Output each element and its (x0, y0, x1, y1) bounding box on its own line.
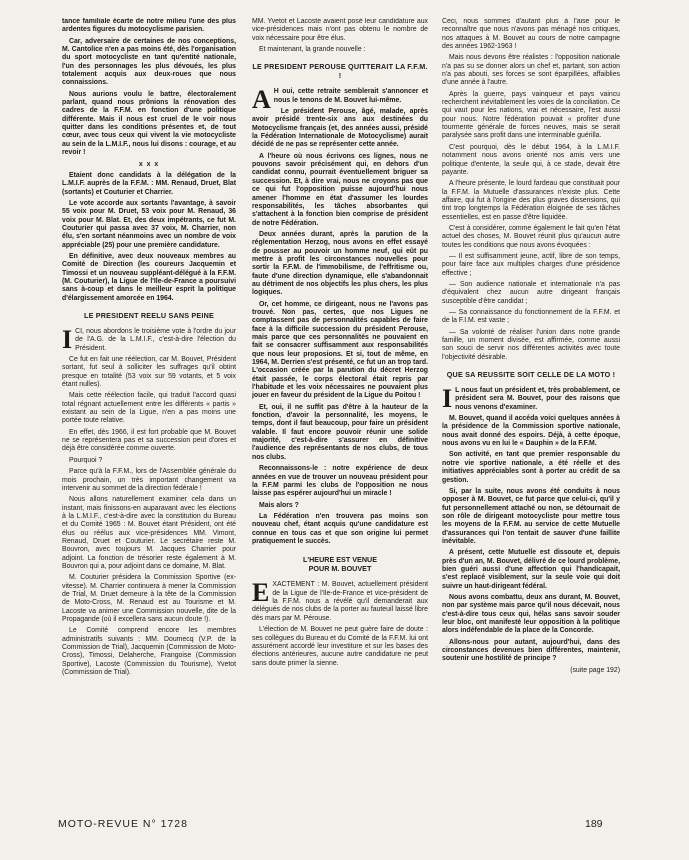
separator: x x x (138, 160, 160, 168)
paragraph: Reconnaissons-le : notre expérience de deux années en vue de trouver un nouveau président pour la F.F.M parmi les clubs de l'opposition ne nous laisse pas espérer aujourd'hui un miracle ! (252, 465, 428, 498)
paragraph: Son activité, en tant que premier responsable du notre vie sportive nationale, a été réelle et des initiatives appréciables sont à porter au crédit de sa gestion. (442, 451, 620, 484)
section-heading-line: L'HEURE EST VENUE (303, 555, 377, 565)
paragraph (252, 578, 428, 623)
paragraph: La Fédération n'en trouvera pas moins son nouveau chef, étant acquis qu'une candidature est connue en tous cas et que son origine lui permet pratiquement le succès. (252, 512, 428, 545)
paragraph: Le président Perouse, âgé, malade, après avoir présidé trente-six ans aux destinées du Motocyclisme français (et, des années aussi, présidé la Fédération Internationale de Motocyclisme) aurait décidé de ne pas se représenter cette année. (252, 108, 428, 149)
paragraph: Allons-nous pour autant, aujourd'hui, dans des circonstances devenues bien différentes, maintenir, soutenir une hostilité de principe ? (442, 638, 620, 663)
paragraph: — Il est suffisamment jeune, actif, libre de son temps, pour faire face aux multiples charges d'une présidence effective ; (442, 252, 620, 277)
column-right (442, 18, 620, 818)
paragraph: — Sa connaissance du fonctionnement de la F.F.M. et de la F.I.M. est vaste ; (442, 309, 620, 325)
paragraph: — Son audience nationale et internationale n'a pas d'équivalent chez aucun autre dirigeant français susceptible d'être candidat ; (442, 280, 620, 305)
paragraph: Mais alors ? (259, 501, 299, 509)
paragraph: Nous avons combattu, deux ans durant, M. Bouvet, non par système mais parce qu'il nous décevait, nous c'est-à-dire tous ceux qui, hélas sans savoir souder leur bloc, ont manifesté leur opposition à la politique alors indéfendable de la place de la Concorde. (442, 593, 620, 635)
paragraph: Etaient donc candidats à la délégation de la L.M.I.F. auprès de la F.F.M. : MM. Renaud, Druet, Blat (sortants) et Couturier et Charrier. (62, 171, 236, 196)
paragraph: L'élection de M. Bouvet ne peut guère faire de doute : ses collègues du Bureau et du Comité de la F.F.M. lui ont assurément accordé leur investiture et sur les bases des élections antérieures, aucune autre candidature ne peut sans doute primer la sienne. (252, 626, 428, 667)
paragraph: A présent, cette Mutuelle est dissoute et, depuis près d'un an, M. Bouvet, délivré de ce lourd problème, bien guéri aussi d'une affection qui l'handicapait, s'est replacé visiblement, sur la seule voie qui doit suivre un haut-dirigeant fédéral. (442, 549, 620, 590)
paragraph: Et maintenant, la grande nouvelle : (259, 46, 366, 54)
paragraph: Après la guerre, pays vainqueur et pays vaincu recherchent inévitablement les voies de la conciliation. Ce qui vaut pour les nations, vrai et nécessaire, l'est aussi pour nous. Notre fédération pouvait « profiter d'une tourmente générale de forces neuves, mais se serait paralysée sans profit dans une interminable guérilla. (442, 90, 620, 140)
continuation-note: (suite page 192) (570, 666, 620, 674)
paragraph: En effet, dès 1966, il est fort probable que M. Bouvet ne se représentera pas et sa succession peut d'ores et déjà être considérée comme ouverte. (62, 428, 236, 453)
paragraph: C'est pourquoi, dès le début 1964, à la L.M.I.F. notamment nous avons orienté nos amis vers une politique d'entente, la seule qui, à ce stade, devait être payante. (442, 143, 620, 176)
column-middle (252, 18, 428, 818)
paragraph-text: XACTEMENT : M. Bouvet, actuellement président de la Ligue de l'Ile-de-France et vice-président de la F.F.M. nous a révélé qu'il demanderait aux délégués de nos clubs de la porter au fauteuil laissé libre dès mars par M. Pérouse. (252, 581, 428, 622)
paragraph: Le vote accorde aux sortants l'avantage, à savoir 55 voix pour M. Druet, 53 voix pour M. Renaud, 36 voix pour M. Blat. Et, des deux impétrants, ce fut M. Couturier qui passa avec 37 voix, M. Charrier, non élu, s'en sortant néanmoins avec un nombre de voix appréciable (25) pour une première candidature. (62, 199, 236, 249)
paragraph: Mais cette réélection facile, qui traduit l'accord quasi total régnant actuellement entre les différents « partis » existant au sein de la Ligue, n'en a pas moins une portée toute relative. (62, 392, 236, 425)
paragraph-text: L nous faut un président et, très probablement, ce président sera M. Bouvet, pour des raisons que nous venons d'examiner. (455, 387, 620, 411)
section-heading: LE PRESIDENT PEROUSE QUITTERAIT LA F.F.M. ! (252, 62, 428, 81)
paragraph: M. Bouvet, quand il accéda voici quelques années à la présidence de la Commission sportive nationale, nous avait donné des espoirs. Déjà, à cette époque, nous avons vu en lui le « Dauphin » de la F.F.M. (442, 415, 620, 448)
paragraph: Le Comité comprend encore les membres administratifs suivants : MM. Doumecq (V.P. de la Commission de Trial), Jacquemin (Commission de Moto-Cross), Timossi, Delaherche, Frangoise (Commission Sportive), Lacoste (Commission du Tourisme), Yvetot (Commission de Trial). (62, 627, 236, 677)
paragraph (442, 384, 620, 414)
paragraph: tance familiale écarte de notre milieu l'une des plus ardentes figures du motocyclisme parisien. (62, 18, 236, 34)
paragraph: Ce fut en fait une réélection, car M. Bouvet, Président sortant, fut seul à solliciter les suffrages qu'il obtint presque en totalité (53 voix sur 59 votants, et 5 voix étant nulles). (62, 356, 236, 389)
section-heading (252, 556, 428, 573)
drop-cap: I (62, 325, 73, 354)
drop-cap: A (252, 85, 271, 115)
paragraph: A l'heure présente, le lourd fardeau que constituait pour la F.F.M. la Mutuelle d'assurances n'existe plus. Cette affaire, qui fut à l'origine des plus graves dissensions, qui tint trop longtemps la Fédération éloignée de ses tâches essentielles, est en passe d'être liquidée. (442, 180, 620, 221)
section-heading-line: POUR M. BOUVET (308, 563, 372, 573)
paragraph (62, 325, 236, 354)
paragraph (252, 85, 428, 115)
paragraph-text: H oui, cette retraite semblerait s'annoncer et nous le tenons de M. Bouvet lui-même. (273, 88, 428, 104)
section-heading: QUE SA REUSSITE SOIT CELLE DE LA MOTO ! (446, 370, 616, 380)
paragraph-text: CI, nous abordons le troisième vote à l'ordre du jour de l'A.G. de la L.M.I.F., c'est-à-dire l'élection du Président. (75, 328, 236, 352)
paragraph: Parce qu'à la F.F.M., lors de l'Assemblée générale du mois prochain, un très important changement va intervenir au sommet de la direction fédérale ! (62, 468, 236, 492)
paragraph: C'est à considérer, comme également le fait qu'en l'état actuel des choses, M. Bouvet réunit plus qu'aucun autre toutes les conditions que nous avons évoquées : (442, 224, 620, 249)
drop-cap: I (442, 384, 453, 414)
paragraph: M. Couturier présidera la Commission Sportive (ex-vitesse). M. Charrier continuera à mener la Commission de Trial, M. Druet demeure à la tête de la Commission de Moto-Cross, M. Renaud est au Tourisme et M. Lacoste va animer une Commission nouvelle, dite de la Propagande (où il excellera sans aucun doute !). (62, 574, 236, 623)
paragraph: — Sa volonté de réaliser l'union dans notre grande famille, un moment divisée, est affirmée, comme aussi son souci de servir nos différentes activités avec toute l'objectivité désirable. (442, 328, 620, 361)
paragraph: Nous aurions voulu le battre, électoralement parlant, quand nous prônions la rénovation des cadres de la F.F.M. en fonction d'une politique différente. Mais il nous est cruel de le voir nous quitter dans les conditions présentes et, de tout cœur, avec tous ceux qui vivent la vie motocycliste au sein de la L.M.I.F., nous lui disons : courage, et au revoir ! (62, 90, 236, 157)
paragraph: Et, oui, il ne suffit pas d'être à la hauteur de la fonction, d'avoir la personnalité, les moyens, le temps, dont il faut beaucoup, pour faire un président valable. Il faut encore pouvoir réunir une solide majorité, c'est-à-dire s'assurer en définitive l'audience des représentants de nos clubs, de tous nos clubs. (252, 403, 428, 461)
paragraph: Nous allons naturellement examiner cela dans un instant, mais finissons-en auparavant avec les élections à la L.M.I.F., c'est-à-dire avec la constitution du Bureau et du Comité 1965 : M. Bouvet étant Président, ont été élus ou réélus aux vice-présidences MM. Vimont, Renaud, Druet et Couturier. Le secrétaire reste M. Bouvron, avec toujours M. Jacques Charrier pour adjoint. La fonction de trésorier reste également à M. Bouvron qui a, pour adjoint dans ce domaine, M. Blat. (62, 496, 236, 570)
paragraph: Pourquoi ? (69, 456, 103, 464)
drop-cap: E (252, 578, 270, 608)
paragraph: Ceci, nous sommes d'autant plus à l'aise pour le reconnaître que nous n'avons pas ménagé nos critiques, nos attaques à M. Bouvet au cours de notre campagne des années 1962-1963 ! (442, 18, 620, 51)
page-number: 189 (585, 818, 603, 830)
magazine-issue-footer: MOTO-REVUE N° 1728 (58, 818, 188, 830)
paragraph: Deux années durant, après la parution de la réglementation Herzog, nous avons en effet essayé de pousser au pouvoir un homme neuf, qui eût pu mettre à profit les circonstances nouvelles pour sortir la F.F.M. de l'immobilisme, de l'effritisme ou, faute d'une direction dynamique, elle s'abandonnait au détriment de nos objectifs les plus chers, les plus logiques. (252, 230, 428, 297)
paragraph: Car, adversaire de certaines de nos conceptions, M. Cantolice n'en a pas moins été, dès l'organisation du sport motocycliste en tant qu'entité nationale, l'un des personnages les plus dévoués, les plus totalement acquis aux deux-roues que nous connaissions. (62, 37, 236, 87)
section-heading: LE PRESIDENT REELU SANS PEINE (83, 311, 214, 320)
paragraph: Si, par la suite, nous avons été conduits à nous opposer à M. Bouvet, ce fut parce que celui-ci, qu'il y fut personnellement attaché ou non, se détournait de son rôle de dirigeant motocycliste pour mettre tous les moyens de la F.F.M. au service de cette Mutuelle d'assurances qui l'on tentait de sauver d'une faillite inévitable. (442, 487, 620, 545)
paragraph: En définitive, avec deux nouveaux membres au Comité de Direction (les coureurs Jacquemin et Timossi et un nouveau suppléant-délégué à la F.F.M. (M. Couturier), la Ligue de l'Ile-de-France a poursuivi sans à-coup et dans le meilleur esprit la politique d'élargissement amorcée en 1964. (62, 252, 236, 302)
paragraph: Mais nous devons être réalistes : l'opposition nationale n'a pas su se donner alors un chef et, partant, son action n'a pas abouti, ses forces se sont éparpillées, affaiblies d'une année à l'autre. (442, 54, 620, 87)
paragraph: MM. Yvetot et Lacoste avaient posé leur candidature aux vice-présidences mais n'ont pas obtenu le nombre de voix nécessaire pour être élus. (252, 18, 428, 42)
paragraph: Or, cet homme, ce dirigeant, nous ne l'avons pas trouvé. Non pas, certes, que nos Ligues ne comptassent pas de personnalités capables de faire face à la difficile succession du président Perouse, mais parce que ces personnalités ne pouvaient en fait se consacrer suffisamment aux responsabilités que nous leur proposions. Et si, tout de même, en 1964, M. Derrien s'est présenté, ce fut un an trop tard. L'occasion créée par la parution du décret Herzog était passée, le corps électoral était repris par l'habitude et les voix nécessaires ne pouvaient plus jouer en faveur du président de la Ligue du Poitou ! (252, 300, 428, 400)
column-left (62, 18, 236, 818)
paragraph: A l'heure où nous écrivons ces lignes, nous ne pouvons savoir précisément qui, en dehors d'un candidat connu, pourrait éventuellement briguer sa succession. Et, à dire vrai, nous ne croyons pas que ce qui fut l'opposition puisse aujourd'hui nous amener l'homme en état d'assumer les lourdes responsabilités, les tâches absorbantes qui s'attachent à la fonction bien comprise de président de notre Fédération. (252, 152, 428, 227)
